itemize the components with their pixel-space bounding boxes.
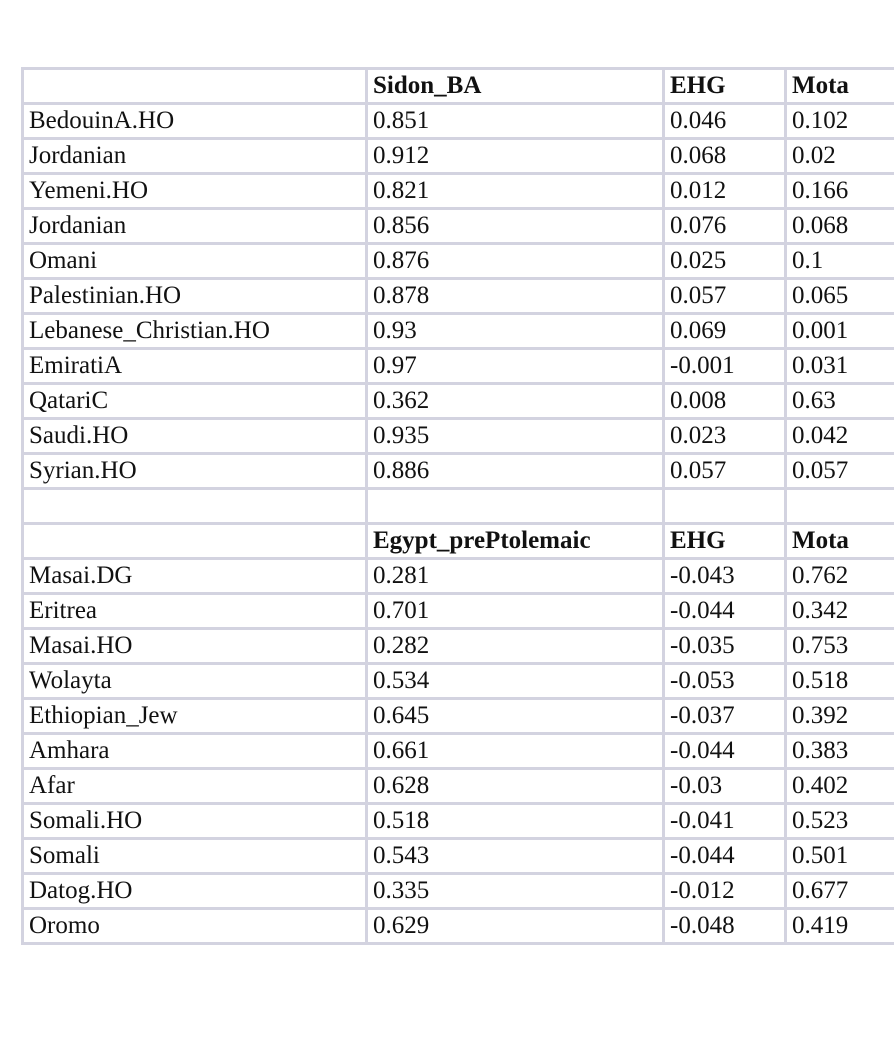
table-row — [23, 594, 894, 629]
cell-mota[interactable]: 0.042 — [786, 419, 894, 454]
cell-mota[interactable]: 0.342 — [786, 594, 894, 629]
cell-ehg[interactable]: 0.057 — [664, 279, 786, 314]
cell-source-a[interactable]: 0.821 — [367, 174, 664, 209]
cell-source-a[interactable]: 0.876 — [367, 244, 664, 279]
cell-population[interactable]: Datog.HO — [23, 874, 367, 909]
cell-source-a[interactable]: 0.518 — [367, 804, 664, 839]
cell-ehg[interactable]: 0.069 — [664, 314, 786, 349]
spreadsheet — [21, 67, 894, 945]
cell-ehg[interactable]: 0.076 — [664, 209, 786, 244]
table-row — [23, 314, 894, 349]
table-row — [23, 559, 894, 594]
table-row — [23, 804, 894, 839]
cell-population[interactable]: Oromo — [23, 909, 367, 944]
cell-source-a[interactable]: 0.362 — [367, 384, 664, 419]
cell-mota[interactable]: 0.383 — [786, 734, 894, 769]
cell-population[interactable]: Lebanese_Christian.HO — [23, 314, 367, 349]
header-cell-mota[interactable]: Mota — [786, 69, 894, 104]
cell-ehg[interactable]: -0.03 — [664, 769, 786, 804]
empty-cell[interactable] — [23, 489, 367, 524]
header-cell-population[interactable] — [23, 524, 367, 559]
cell-population[interactable]: Masai.DG — [23, 559, 367, 594]
cell-mota[interactable]: 0.523 — [786, 804, 894, 839]
cell-ehg[interactable]: -0.035 — [664, 629, 786, 664]
cell-mota[interactable]: 0.001 — [786, 314, 894, 349]
cell-ehg[interactable]: 0.068 — [664, 139, 786, 174]
cell-source-a[interactable]: 0.534 — [367, 664, 664, 699]
header-cell-source-a[interactable]: Sidon_BA — [367, 69, 664, 104]
cell-source-a[interactable]: 0.543 — [367, 839, 664, 874]
header-cell-mota[interactable]: Mota — [786, 524, 894, 559]
cell-source-a[interactable]: 0.93 — [367, 314, 664, 349]
cell-ehg[interactable]: 0.012 — [664, 174, 786, 209]
cell-population[interactable]: Jordanian — [23, 209, 367, 244]
cell-ehg[interactable]: -0.044 — [664, 839, 786, 874]
cell-ehg[interactable]: 0.023 — [664, 419, 786, 454]
table-row — [23, 349, 894, 384]
table-row — [23, 419, 894, 454]
table-row — [23, 664, 894, 699]
cell-source-a[interactable]: 0.878 — [367, 279, 664, 314]
table-row — [23, 629, 894, 664]
header-cell-source-a[interactable]: Egypt_prePtolemaic — [367, 524, 664, 559]
table-row — [23, 279, 894, 314]
header-cell-ehg[interactable]: EHG — [664, 69, 786, 104]
cell-mota[interactable]: 0.419 — [786, 909, 894, 944]
table-body — [23, 69, 894, 944]
cell-mota[interactable]: 0.518 — [786, 664, 894, 699]
cell-mota[interactable]: 0.762 — [786, 559, 894, 594]
cell-source-a[interactable]: 0.661 — [367, 734, 664, 769]
table-row — [23, 734, 894, 769]
cell-ehg[interactable]: -0.044 — [664, 594, 786, 629]
cell-ehg[interactable]: 0.057 — [664, 454, 786, 489]
cell-ehg[interactable]: -0.044 — [664, 734, 786, 769]
cell-source-a[interactable]: 0.282 — [367, 629, 664, 664]
cell-population[interactable]: Amhara — [23, 734, 367, 769]
empty-cell[interactable] — [786, 489, 894, 524]
header-cell-ehg[interactable]: EHG — [664, 524, 786, 559]
cell-population[interactable]: BedouinA.HO — [23, 104, 367, 139]
table-row — [23, 874, 894, 909]
table-row — [23, 454, 894, 489]
cell-source-a[interactable]: 0.886 — [367, 454, 664, 489]
table-row — [23, 174, 894, 209]
table-row — [23, 209, 894, 244]
cell-population[interactable]: EmiratiA — [23, 349, 367, 384]
cell-source-a[interactable]: 0.912 — [367, 139, 664, 174]
cell-mota[interactable]: 0.677 — [786, 874, 894, 909]
cell-population[interactable]: Yemeni.HO — [23, 174, 367, 209]
cell-mota[interactable]: 0.392 — [786, 699, 894, 734]
cell-population[interactable]: Jordanian — [23, 139, 367, 174]
table-row — [23, 139, 894, 174]
table-row — [23, 909, 894, 944]
cell-ehg[interactable]: -0.053 — [664, 664, 786, 699]
cell-population[interactable]: Masai.HO — [23, 629, 367, 664]
table-row — [23, 104, 894, 139]
cell-population[interactable]: Omani — [23, 244, 367, 279]
cell-mota[interactable]: 0.068 — [786, 209, 894, 244]
table-row — [23, 839, 894, 874]
table-row — [23, 244, 894, 279]
cell-mota[interactable]: 0.63 — [786, 384, 894, 419]
empty-cell[interactable] — [367, 489, 664, 524]
cell-ehg[interactable]: -0.001 — [664, 349, 786, 384]
cell-population[interactable]: Palestinian.HO — [23, 279, 367, 314]
cell-source-a[interactable]: 0.856 — [367, 209, 664, 244]
cell-mota[interactable]: 0.102 — [786, 104, 894, 139]
cell-source-a[interactable]: 0.97 — [367, 349, 664, 384]
cell-ehg[interactable]: -0.043 — [664, 559, 786, 594]
cell-source-a[interactable]: 0.851 — [367, 104, 664, 139]
cell-mota[interactable]: 0.501 — [786, 839, 894, 874]
cell-population[interactable]: Saudi.HO — [23, 419, 367, 454]
cell-mota[interactable]: 0.031 — [786, 349, 894, 384]
cell-population[interactable]: Somali.HO — [23, 804, 367, 839]
cell-source-a[interactable]: 0.281 — [367, 559, 664, 594]
cell-mota[interactable]: 0.402 — [786, 769, 894, 804]
cell-ehg[interactable]: -0.037 — [664, 699, 786, 734]
cell-source-a[interactable]: 0.628 — [367, 769, 664, 804]
cell-population[interactable]: Ethiopian_Jew — [23, 699, 367, 734]
cell-ehg[interactable]: 0.046 — [664, 104, 786, 139]
cell-mota[interactable]: 0.02 — [786, 139, 894, 174]
cell-population[interactable]: QatariC — [23, 384, 367, 419]
cell-mota[interactable]: 0.753 — [786, 629, 894, 664]
cell-mota[interactable]: 0.1 — [786, 244, 894, 279]
table-row — [23, 769, 894, 804]
blank-row — [23, 489, 894, 524]
cell-population[interactable]: Eritrea — [23, 594, 367, 629]
cell-source-a[interactable]: 0.629 — [367, 909, 664, 944]
cell-source-a[interactable]: 0.645 — [367, 699, 664, 734]
cell-mota[interactable]: 0.065 — [786, 279, 894, 314]
cell-population[interactable]: Wolayta — [23, 664, 367, 699]
data-table — [21, 67, 894, 945]
cell-source-a[interactable]: 0.701 — [367, 594, 664, 629]
table-row — [23, 384, 894, 419]
cell-source-a[interactable]: 0.335 — [367, 874, 664, 909]
cell-ehg[interactable]: -0.041 — [664, 804, 786, 839]
cell-ehg[interactable]: 0.008 — [664, 384, 786, 419]
cell-ehg[interactable]: -0.048 — [664, 909, 786, 944]
cell-population[interactable]: Afar — [23, 769, 367, 804]
header-row — [23, 524, 894, 559]
cell-population[interactable]: Somali — [23, 839, 367, 874]
header-row — [23, 69, 894, 104]
cell-population[interactable]: Syrian.HO — [23, 454, 367, 489]
cell-mota[interactable]: 0.166 — [786, 174, 894, 209]
cell-mota[interactable]: 0.057 — [786, 454, 894, 489]
cell-ehg[interactable]: 0.025 — [664, 244, 786, 279]
cell-source-a[interactable]: 0.935 — [367, 419, 664, 454]
cell-ehg[interactable]: -0.012 — [664, 874, 786, 909]
empty-cell[interactable] — [664, 489, 786, 524]
table-row — [23, 699, 894, 734]
header-cell-population[interactable] — [23, 69, 367, 104]
